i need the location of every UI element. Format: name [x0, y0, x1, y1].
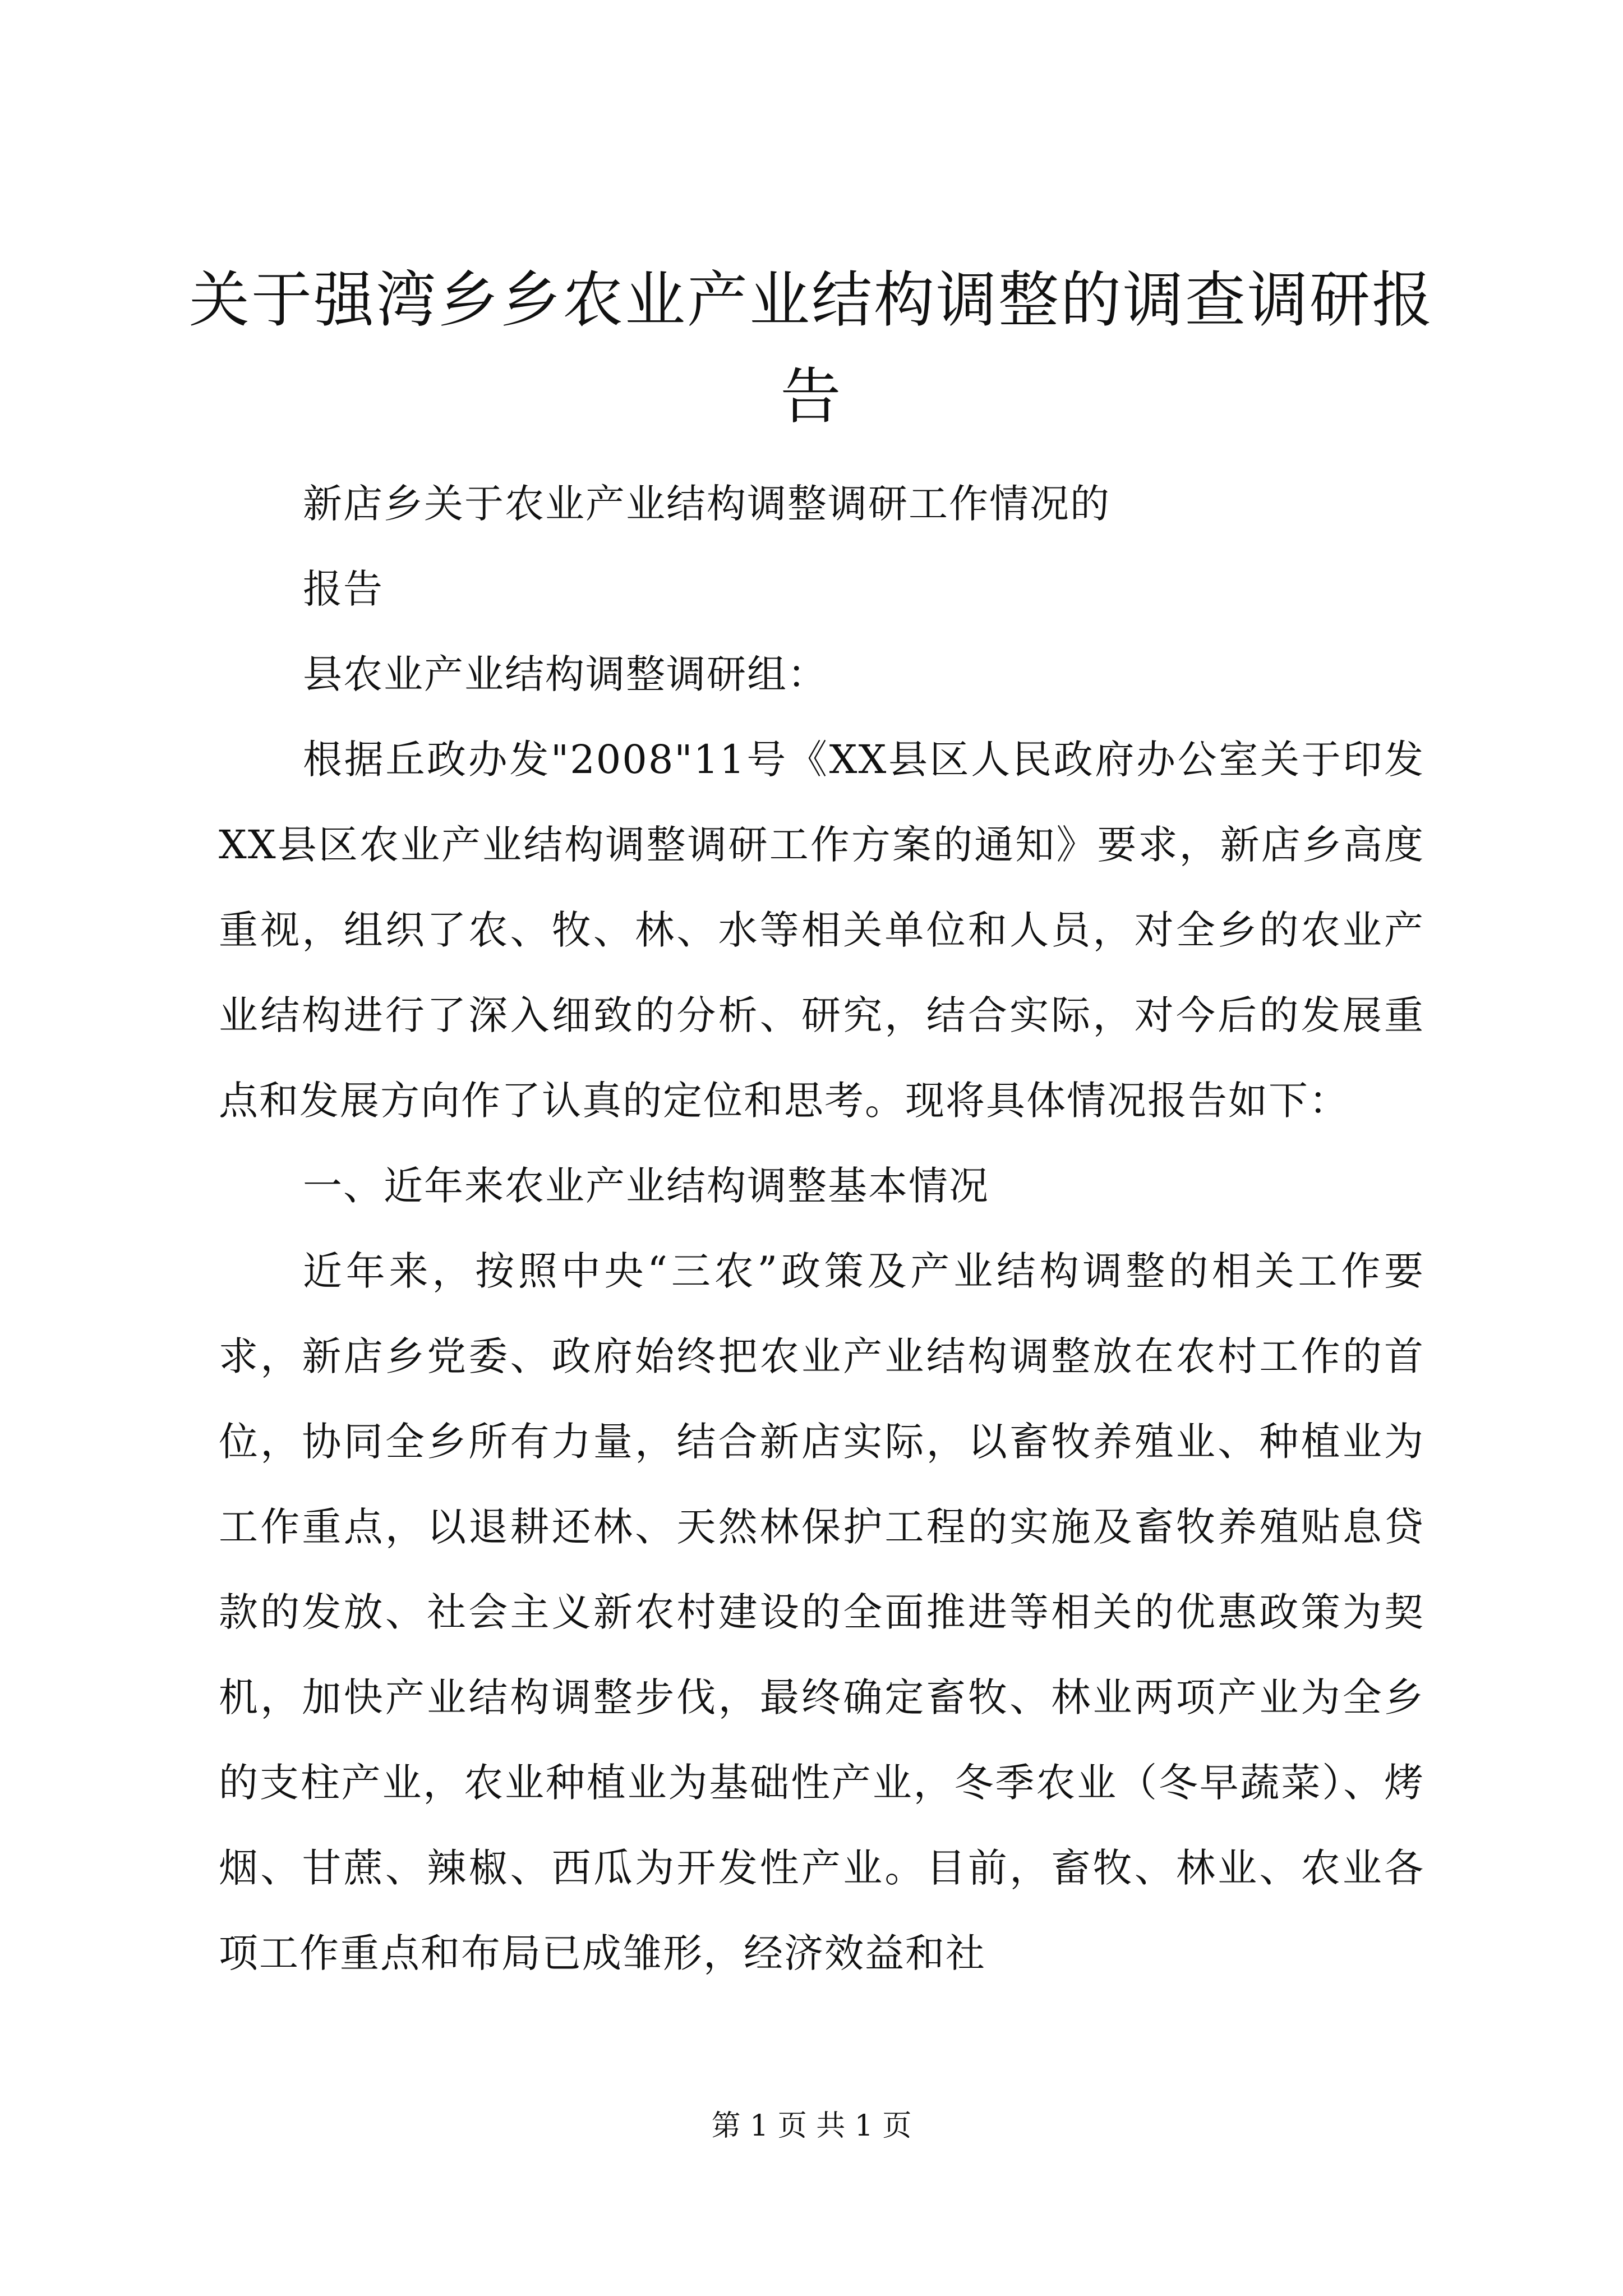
document-body [219, 461, 1424, 1996]
paragraph: 近年来，按照中央“三农”政策及产业结构调整的相关工作要求，新店乡党委、政府始终把农业产业结构调整放在农村工作的首位，协同全乡所有力量，结合新店实际，以畜牧养殖业、种植业为工作重点，以退耕还林、天然林保护工程的实施及畜牧养殖贴息贷款的发放、社会主义新农村建设的全面推进等相关的优惠政策为契机，加快产业结构调整步伐，最终确定畜牧、林业两项产业为全乡的支柱产业，农业种植业为基础性产业，冬季农业（冬早蔬菜）、烤烟、甘蔗、辣椒、西瓜为开发性产业。目前，畜牧、林业、农业各项工作重点和布局已成雏形，经济效益和社 [219, 1248, 1424, 1976]
paragraph: 新店乡关于农业产业结构调整调研工作情况的 [303, 481, 1110, 527]
paragraph: 报告 [303, 566, 384, 612]
document-title: 关于强湾乡乡农业产业结构调整的调查调研报告 [188, 265, 1434, 432]
page-footer: 第 1 页 共 1 页 [711, 2109, 912, 2143]
paragraph: 根据丘政办发"2008"11号《XX县区人民政府办公室关于印发XX县区农业产业结构调整调研工作方案的通知》要求，新店乡高度重视，组织了农、牧、林、水等相关单位和人员，对全乡的农业产业结构进行了深入细致的分析、研究，结合实际，对今后的发展重点和发展方向作了认真的定位和思考。现将具体情况报告如下： [219, 737, 1424, 1124]
section-heading: 一、近年来农业产业结构调整基本情况 [303, 1163, 989, 1209]
paragraph: 县农业产业结构调整调研组： [303, 651, 828, 697]
